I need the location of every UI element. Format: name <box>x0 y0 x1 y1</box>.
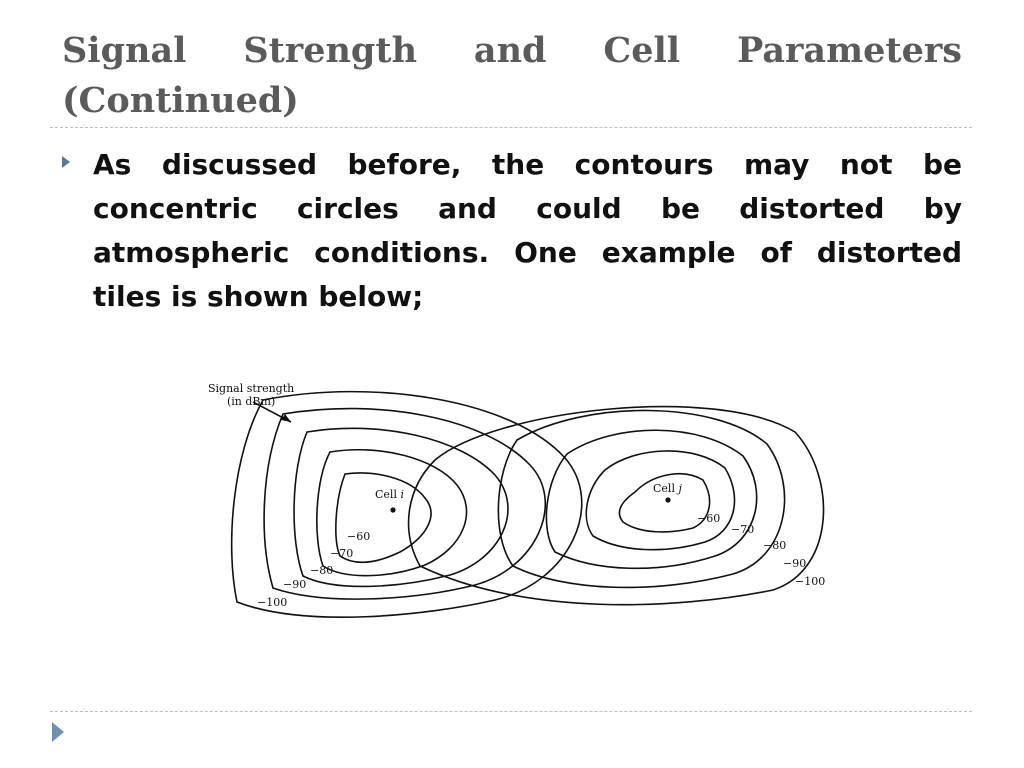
signal-contour-figure <box>195 370 855 660</box>
contour-diagram <box>195 370 855 660</box>
footer-divider <box>50 711 972 712</box>
cell-i-label-90: −90 <box>283 578 307 591</box>
cell-i-center <box>390 507 395 512</box>
contour-cell-j-80 <box>546 430 756 568</box>
cell-j-label: Cell j <box>653 482 682 495</box>
caption-line-1: Signal strength <box>208 382 295 395</box>
caption-line-2: (in dBm) <box>227 395 276 408</box>
cell-j-label-80: −80 <box>763 539 787 552</box>
bullet-arrow-icon <box>62 156 70 168</box>
cell-j-label-70: −70 <box>731 523 755 536</box>
cell-i-label-60: −60 <box>347 530 371 543</box>
cell-i-label-70: −70 <box>330 547 354 560</box>
contour-cell-i-80 <box>294 428 508 586</box>
next-slide-arrow-icon[interactable] <box>52 722 64 742</box>
cell-i-label-80: −80 <box>310 564 334 577</box>
cell-j-label-100: −100 <box>795 575 826 588</box>
contour-cell-j-70 <box>586 451 734 550</box>
title-divider <box>50 127 972 128</box>
cell-i-label-100: −100 <box>257 596 288 609</box>
cell-j-label-90: −90 <box>783 557 807 570</box>
cell-i-label: Cell i <box>375 488 404 501</box>
cell-j-center <box>665 497 670 502</box>
contour-cell-j-100 <box>409 407 824 605</box>
bullet-text: As discussed before, the contours may not be concentric circles and could be distorted by atmospheric conditions. One example of distorted tiles is shown below; <box>93 148 962 313</box>
cell-j-label-60: −60 <box>697 512 721 525</box>
slide-title: Signal Strength and Cell Parameters (Continued) <box>62 30 962 121</box>
